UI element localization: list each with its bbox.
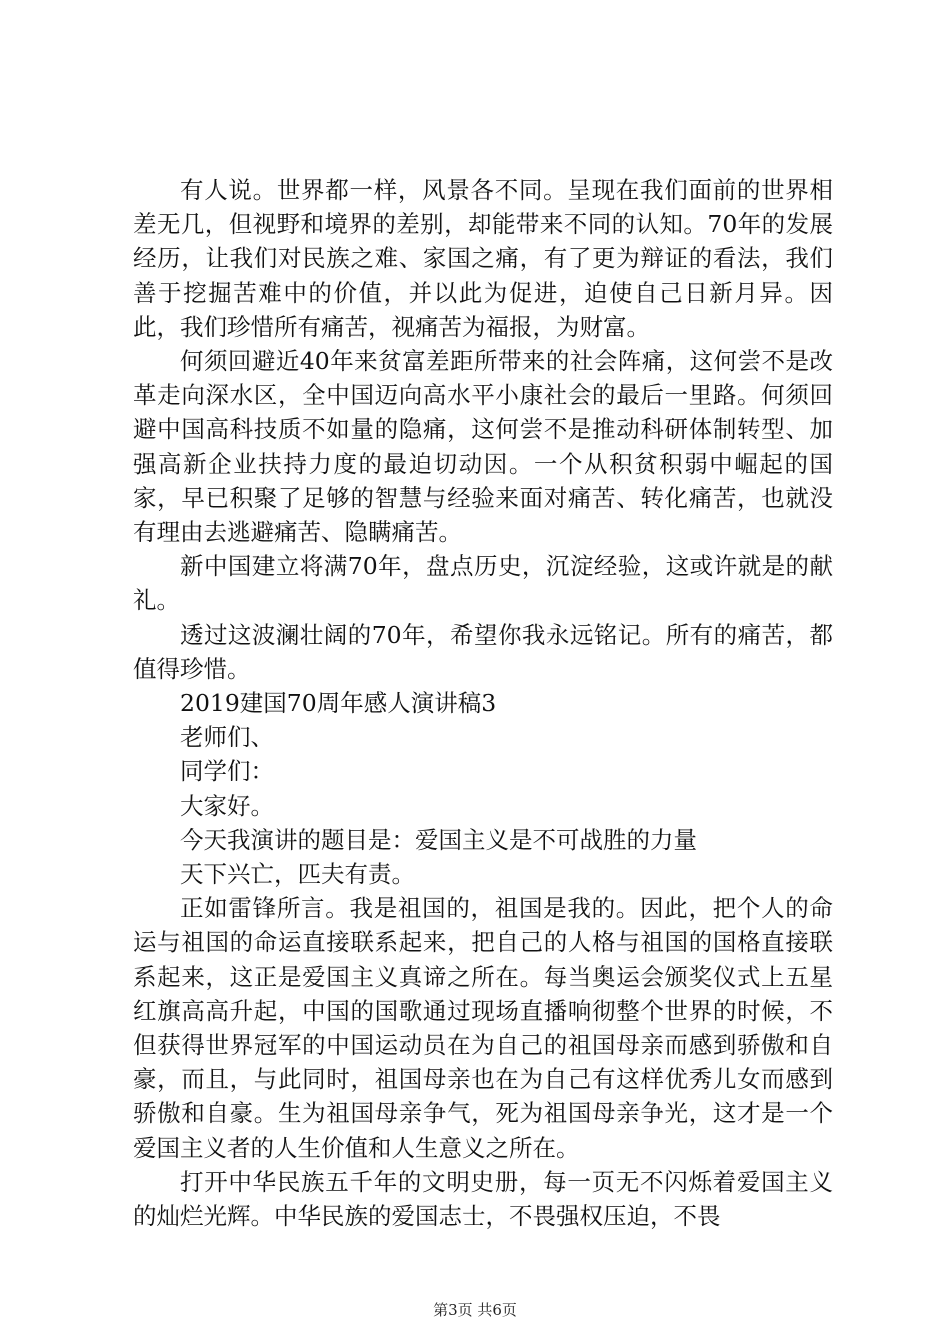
paragraph-remember: 透过这波澜壮阔的70年，希望你我永远铭记。所有的痛苦，都值得珍惜。 xyxy=(133,620,833,683)
paragraph-70-years-gift: 新中国建立将满70年，盘点历史，沉淀经验，这或许就是的献礼。 xyxy=(133,552,833,615)
page-footer: 第3页 共6页 xyxy=(433,1301,517,1319)
greeting-students: 同学们： xyxy=(180,757,274,786)
paragraph-history: 打开中华民族五千年的文明史册，每一页无不闪烁着爱国主义的灿烂光辉。中华民族的爱国志士，不畏强权压迫，不畏 xyxy=(133,1167,833,1231)
greeting-all: 大家好。 xyxy=(180,791,274,820)
greeting-teachers: 老师们、 xyxy=(180,723,274,752)
document-body xyxy=(133,173,833,1233)
speech-topic: 今天我演讲的题目是：爱国主义是不可战胜的力量 xyxy=(180,825,697,854)
paragraph-leifeng: 正如雷锋所言。我是祖国的，祖国是我的。因此，把个人的命运与祖国的命运直接联系起来，把自己的人格与祖国的国格直接联系起来，这正是爱国主义真谛之所在。每当奥运会颁奖仪式上五星红旗高高升起，中国的国歌通过现场直播响彻整个世界的时候，不但获得世界冠军的中国运动员在为自己的祖国母亲而感到骄傲和自豪，而且，与此同时，祖国母亲也在为自己有这样优秀儿女而感到骄傲和自豪。生为祖国母亲争气，死为祖国母亲争光，这才是一个爱国主义者的人生价值和人生意义之所在。 xyxy=(133,894,833,1162)
proverb-line: 天下兴亡，匹夫有责。 xyxy=(180,860,415,889)
paragraph-suffering-as-wealth: 有人说。世界都一样，风景各不同。呈现在我们面前的世界相差无几，但视野和境界的差别，却能带来不同的认知。70年的发展经历，让我们对民族之难、家国之痛，有了更为辩证的看法，我们善于挖掘苦难中的价值，并以此为促进，迫使自己日新月异。因此，我们珍惜所有痛苦，视痛苦为福报，为财富。 xyxy=(133,176,833,341)
speech-title: 2019建国70周年感人演讲稿3 xyxy=(180,689,497,718)
paragraph-reform-pain: 何须回避近40年来贫富差距所带来的社会阵痛，这何尝不是改革走向深水区，全中国迈向高水平小康社会的最后一里路。何须回避中国高科技质不如量的隐痛，这何尝不是推动科研体制转型、加强高新企业扶持力度的最迫切动因。一个从积贫积弱中崛起的国家，早已积聚了足够的智慧与经验来面对痛苦、转化痛苦，也就没有理由去逃避痛苦、隐瞒痛苦。 xyxy=(133,347,833,547)
